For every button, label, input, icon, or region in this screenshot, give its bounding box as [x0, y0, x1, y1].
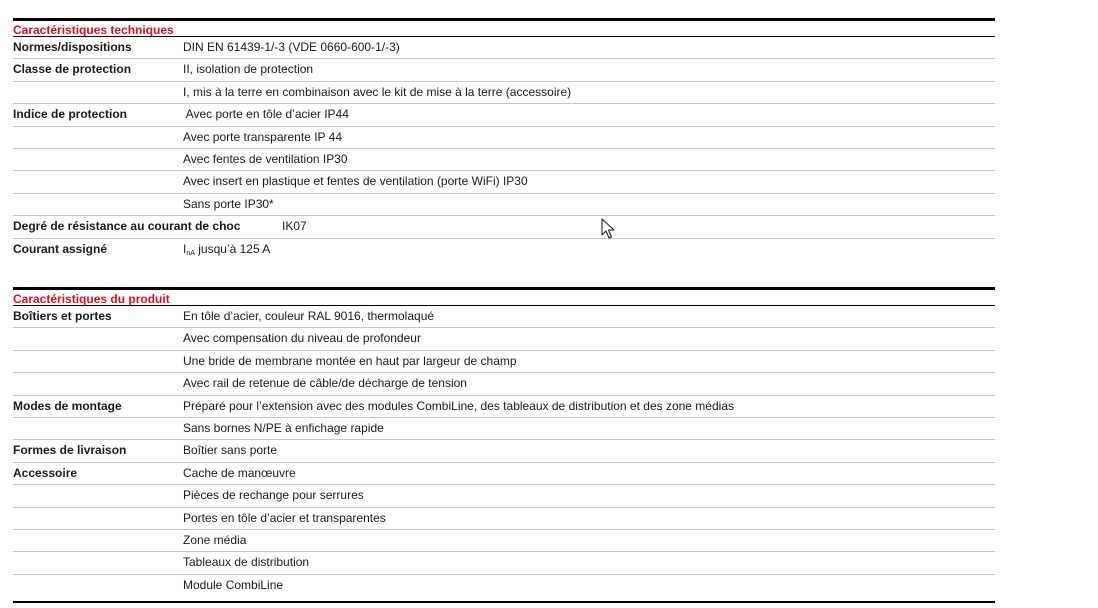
table-row — [13, 149, 995, 171]
row-value: Cache de manœuvre — [183, 465, 296, 480]
row-value: Une bride de membrane montée en haut par largeur de champ — [183, 353, 517, 368]
table-row — [13, 351, 995, 373]
table-row — [13, 552, 995, 574]
row-value: Sans bornes N/PE à enfichage rapide — [183, 420, 384, 435]
row-key: Formes de livraison — [13, 443, 127, 458]
row-value: Avec fentes de ventilation IP30 — [183, 151, 348, 166]
table-row — [13, 530, 995, 552]
table-row — [13, 575, 995, 597]
row-value: Avec rail de retenue de câble/de décharge de tension — [183, 376, 467, 391]
row-value: Sans porte IP30* — [183, 196, 274, 211]
row-value: DIN EN 61439-1/-3 (VDE 0660-600-1/-3) — [183, 40, 400, 54]
table-row — [13, 373, 995, 395]
table-row — [13, 508, 995, 530]
table-row — [13, 306, 995, 328]
table-row — [13, 37, 995, 59]
technical-section-title: Caractéristiques techniques — [13, 18, 995, 37]
product-section — [13, 287, 995, 597]
table-row — [13, 216, 995, 238]
row-key: Degré de résistance au courant de choc — [13, 219, 241, 234]
technical-section — [13, 18, 995, 261]
row-value: Avec porte en tôle d’acier IP44 — [183, 107, 349, 122]
row-value: Préparé pour l’extension avec des modules CombiLine, des tableaux de distribution et des zone médias — [183, 398, 734, 413]
product-section-title: Caractéristiques du produit — [13, 287, 995, 306]
row-key: Classe de protection — [13, 62, 132, 77]
table-row — [13, 440, 995, 462]
row-value: II, isolation de protection — [183, 62, 314, 77]
table-row — [13, 396, 995, 418]
row-value: Avec porte transparente IP 44 — [183, 129, 342, 144]
table-row — [13, 463, 995, 485]
bottom-rule — [13, 601, 995, 603]
row-key: Accessoire — [13, 465, 78, 480]
row-key: Courant assigné — [13, 241, 108, 256]
row-value: I, mis à la terre en combinaison avec le kit de mise à la terre (accessoire) — [183, 84, 572, 99]
row-key: Indice de protection — [13, 107, 128, 122]
table-row — [13, 328, 995, 350]
table-row — [13, 127, 995, 149]
row-value: Tableaux de distribution — [183, 555, 310, 570]
row-value: En tôle d’acier, couleur RAL 9016, thermolaqué — [183, 309, 435, 323]
row-value: Avec insert en plastique et fentes de ventilation (porte WiFi) IP30 — [183, 174, 528, 189]
table-row — [13, 82, 995, 104]
row-value: Portes en tôle d’acier et transparentes — [183, 510, 386, 525]
row-value: Module CombiLine — [183, 577, 284, 592]
row-value: IK07 — [282, 219, 307, 234]
row-value: Zone média — [183, 532, 247, 547]
table-row — [13, 485, 995, 507]
row-value: Avec compensation du niveau de profondeur — [183, 331, 421, 346]
table-row — [13, 104, 995, 126]
row-key: Modes de montage — [13, 398, 122, 413]
table-row — [13, 171, 995, 193]
row-value: Boîtier sans porte — [183, 443, 278, 458]
table-row — [13, 59, 995, 81]
current-subscript: nA — [186, 249, 195, 257]
row-key: Normes/dispositions — [13, 40, 132, 54]
table-row — [13, 239, 995, 261]
mouse-pointer-icon — [601, 218, 615, 245]
current-symbol: I — [183, 241, 187, 256]
table-row — [13, 418, 995, 440]
row-value — [183, 239, 270, 264]
current-value: jusqu’à 125 A — [194, 241, 271, 256]
table-row — [13, 194, 995, 216]
row-value: Pièces de rechange pour serrures — [183, 488, 364, 503]
row-key: Boîtiers et portes — [13, 309, 112, 323]
